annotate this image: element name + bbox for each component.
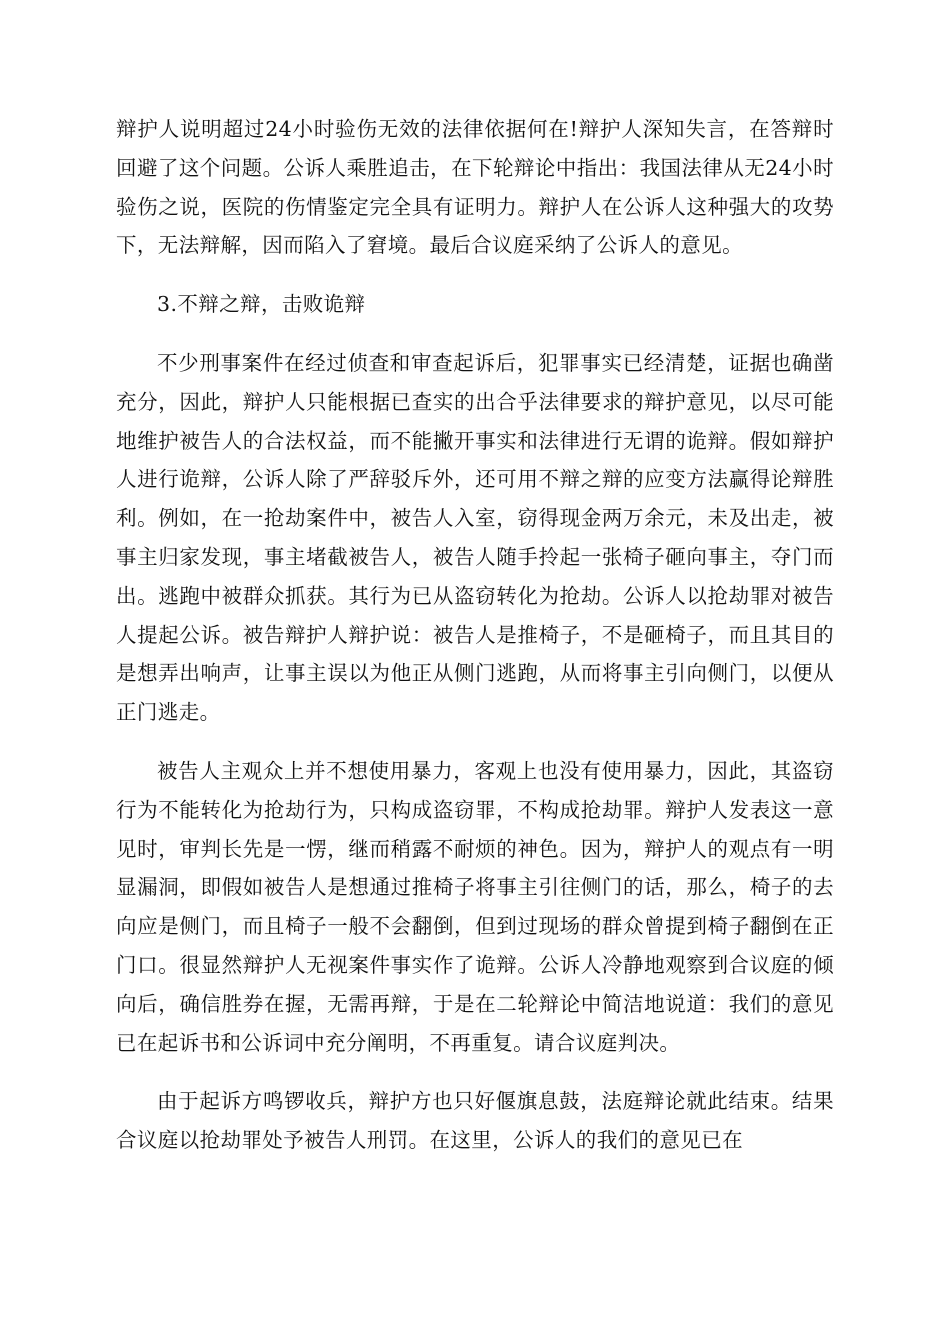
section-heading: 3.不辩之辩，击败诡辩 <box>157 292 366 317</box>
paragraph-body-3: 由于起诉方鸣锣收兵，辩护方也只好偃旗息鼓，法庭辩论就此结束。结果合议庭以抢劫罪处予被告人刑罚。在这里，公诉人的我们的意见已在 <box>116 1089 834 1153</box>
document-page <box>116 110 834 1160</box>
paragraph-body-1: 不少刑事案件在经过侦查和审查起诉后，犯罪事实已经清楚，证据也确凿充分，因此，辩护人只能根据已查实的出合乎法律要求的辩护意见，以尽可能地维护被告人的合法权益，而不能撇开事实和法律进行无谓的诡辩。假如辩护人进行诡辩，公诉人除了严辞驳斥外，还可用不辩之辩的应变方法赢得论辩胜利。例如，在一抢劫案件中，被告人入室，窃得现金两万余元，未及出走，被事主归家发现，事主堵截被告人，被告人随手拎起一张椅子砸向事主，夺门而出。逃跑中被群众抓获。其行为已从盗窃转化为抢劫。公诉人以抢劫罪对被告人提起公诉。被告辩护人辩护说：被告人是推椅子，不是砸椅子，而且其目的是想弄出响声，让事主误以为他正从侧门逃跑，从而将事主引向侧门，以便从正门逃走。 <box>116 350 834 725</box>
paragraph-continuation: 辩护人说明超过24小时验伤无效的法律依据何在!辩护人深知失言，在答辩时回避了这个问题。公诉人乘胜追击，在下轮辩论中指出：我国法律从无24小时验伤之说，医院的伤情鉴定完全具有证明力。辩护人在公诉人这种强大的攻势下，无法辩解，因而陷入了窘境。最后合议庭采纳了公诉人的意见。 <box>116 117 834 258</box>
paragraph-body-2: 被告人主观众上并不想使用暴力，客观上也没有使用暴力，因此，其盗窃行为不能转化为抢劫行为，只构成盗窃罪，不构成抢劫罪。辩护人发表这一意见时，审判长先是一愣，继而稍露不耐烦的神色。因为，辩护人的观点有一明显漏洞，即假如被告人是想通过推椅子将事主引往侧门的话，那么，椅子的去向应是侧门，而且椅子一般不会翻倒，但到过现场的群众曾提到椅子翻倒在正门口。很显然辩护人无视案件事实作了诡辩。公诉人冷静地观察到合议庭的倾向后，确信胜券在握，无需再辩，于是在二轮辩论中简洁地说道：我们的意见已在起诉书和公诉词中充分阐明，不再重复。请合议庭判决。 <box>116 758 834 1055</box>
